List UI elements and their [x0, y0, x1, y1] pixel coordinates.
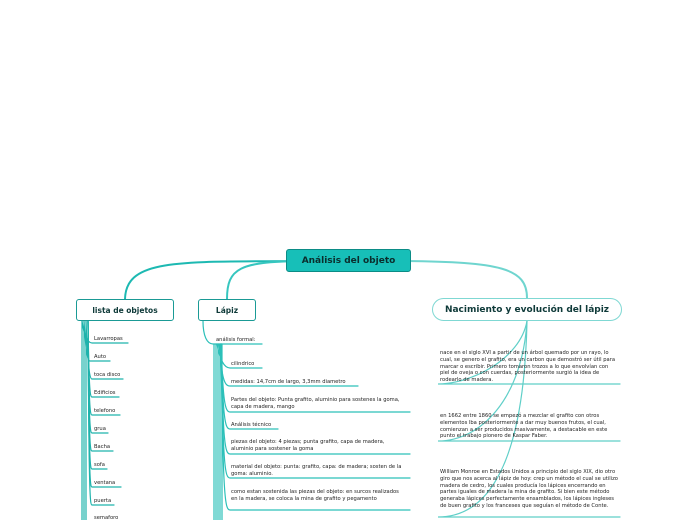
lapiz-item-analisis-tecnico[interactable]: Análisis técnico [231, 422, 272, 428]
lapiz-item-partes[interactable]: Partes del objeto: Punta grafito, aluminio para sostenes la goma, capa de madera, mango [231, 397, 400, 410]
nacimiento-note-siglo-xvi[interactable]: nace en el siglo XVI a partir de un árbol quemado por un rayo, lo cual, se genero el grafito, era un carbon que demostró ser útil para marcar o escribir. Primero tomaron trozos a lo que envolvían con piel de oveja o con cuerdas, posteriormente surgió la idea de rodearlo de madera. [440, 350, 616, 383]
topic-label: lista de objetos [92, 305, 158, 315]
list-item-ventana[interactable]: ventana [94, 480, 116, 486]
list-item-edificios[interactable]: Edificios [94, 390, 116, 396]
lapiz-item-medidas[interactable]: medidas: 14,7cm de largo, 3,3mm diametro [231, 379, 346, 385]
topic-lapiz[interactable] [198, 299, 256, 321]
nacimiento-note-1662[interactable]: en 1662 entre 1860 se empezó a mezclar el grafito con otros elementos lba posteriormente a dar muy buenos frutos, el cual, comienzan a ser producidos masivamente, a destacable en este punto el trabajo pionero de Kaspar Faber. [440, 413, 608, 440]
lapiz-item-material[interactable]: material del objeto: punta: grafito, capa: de madera; sosten de la goma: aluminio. [231, 464, 402, 477]
list-item-lavarropas[interactable]: Lavarropas [94, 336, 123, 342]
list-item-grua[interactable]: grua [94, 426, 106, 432]
topic-lista-de-objetos[interactable] [76, 299, 174, 321]
topic-nacimiento[interactable] [432, 298, 622, 321]
lapiz-group-analisis-formal[interactable]: análisis formal: [216, 337, 256, 343]
list-item-toca-disco[interactable]: toca disco [94, 372, 121, 378]
list-item-auto[interactable]: Auto [94, 354, 107, 360]
lapiz-item-cilindrico[interactable]: cilindrico [231, 361, 255, 367]
root-label: Análisis del objeto [301, 255, 396, 266]
nacimiento-note-william-monroe[interactable]: William Monroe en Estados Unidos a principio del siglo XIX, dio otro giro que nos acerca al lápiz de hoy: crep un método el cual se utilizo madera de cedro, los cuales producía los lápices encerrando en partes iguales de madera la mina de grafito. Si bien este método generaba lápices perfectamente ensamblados, los lápices ingleses de buen grafito y los franceses que seguían el método de Conte. [440, 469, 618, 509]
connector-root-nacimiento [405, 261, 527, 298]
list-item-semaforo[interactable]: semaforo [94, 515, 119, 521]
lapiz-item-sostenidas[interactable]: como estan sostenida las piezas del objeto: en surcos realizados en la madera, se coloca la mina de grafito y pegamento [231, 489, 399, 502]
list-item-telefono[interactable]: telefono [94, 408, 116, 414]
list-item-bacha[interactable]: Bacha [94, 444, 111, 450]
topic-label: Lápiz [215, 305, 239, 315]
topic-label: Nacimiento y evolución del lápiz [444, 304, 610, 315]
lapiz-item-piezas[interactable]: piezas del objeto: 4 piezas; punta grafito, capa de madera, aluminio para sostener la goma [231, 439, 385, 452]
list-item-sofa[interactable]: sofa [94, 462, 105, 468]
list-item-puerta[interactable]: puerta [94, 498, 112, 504]
root-node[interactable] [286, 249, 411, 272]
connector-root-lista [125, 261, 300, 299]
